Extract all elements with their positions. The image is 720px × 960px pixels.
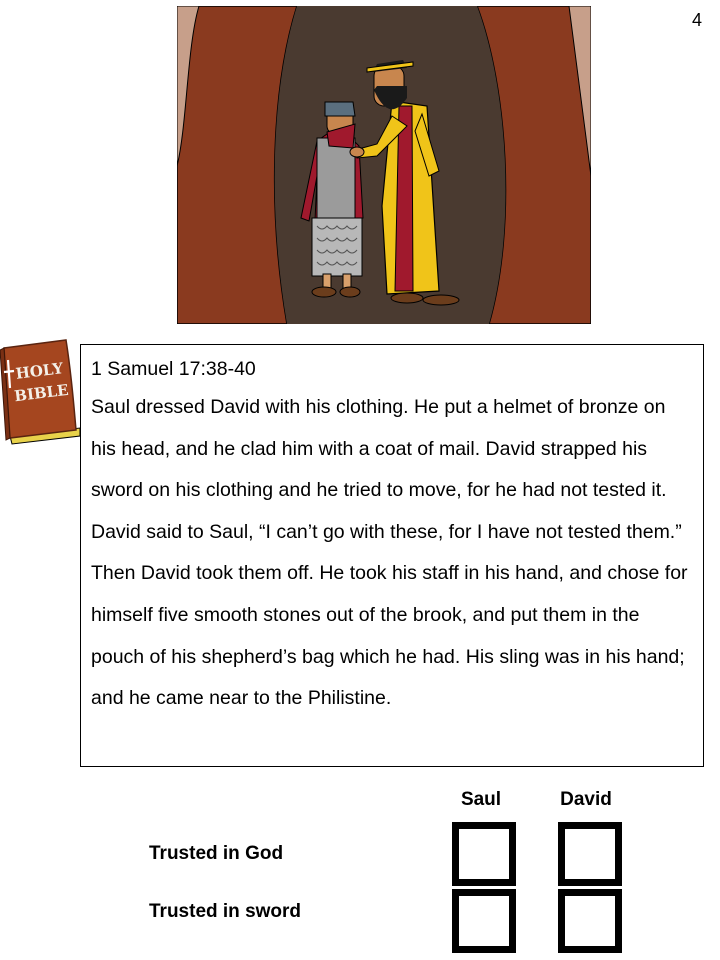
checkbox-david-trusted-in-god[interactable] bbox=[558, 822, 622, 886]
bible-label-bible: BIBLE bbox=[13, 380, 70, 406]
saul-dressing-david-illustration bbox=[177, 6, 591, 324]
scripture-box bbox=[80, 344, 704, 767]
checkbox-david-trusted-in-sword[interactable] bbox=[558, 889, 622, 953]
scripture-reference: 1 Samuel 17:38-40 bbox=[91, 358, 256, 380]
row-label-trusted-in-god: Trusted in God bbox=[149, 843, 284, 864]
checkbox-saul-trusted-in-god[interactable] bbox=[452, 822, 516, 886]
scripture-text: Saul dressed David with his clothing. He put a helmet of bronze on his head, and he clad him with a coat of mail. David strapped his sword on his clothing and he tried to move, for he had not tested it. David said to Saul, “I can’t go with these, for I have not tested them.” Then David took them off. He took his staff in his hand, and chose for himself five smooth stones out of the brook, and put them in the pouch of his shepherd’s bag which he had. His sling was in his hand; and he came near to the Philistine. bbox=[91, 396, 688, 710]
bible-label-holy: HOLY bbox=[14, 359, 65, 383]
column-header-david: David bbox=[560, 789, 612, 810]
holy-bible-icon bbox=[0, 338, 82, 446]
page-number: 4 bbox=[691, 10, 702, 30]
row-label-trusted-in-sword: Trusted in sword bbox=[149, 901, 302, 922]
checkbox-saul-trusted-in-sword[interactable] bbox=[452, 889, 516, 953]
column-header-saul: Saul bbox=[460, 789, 502, 810]
